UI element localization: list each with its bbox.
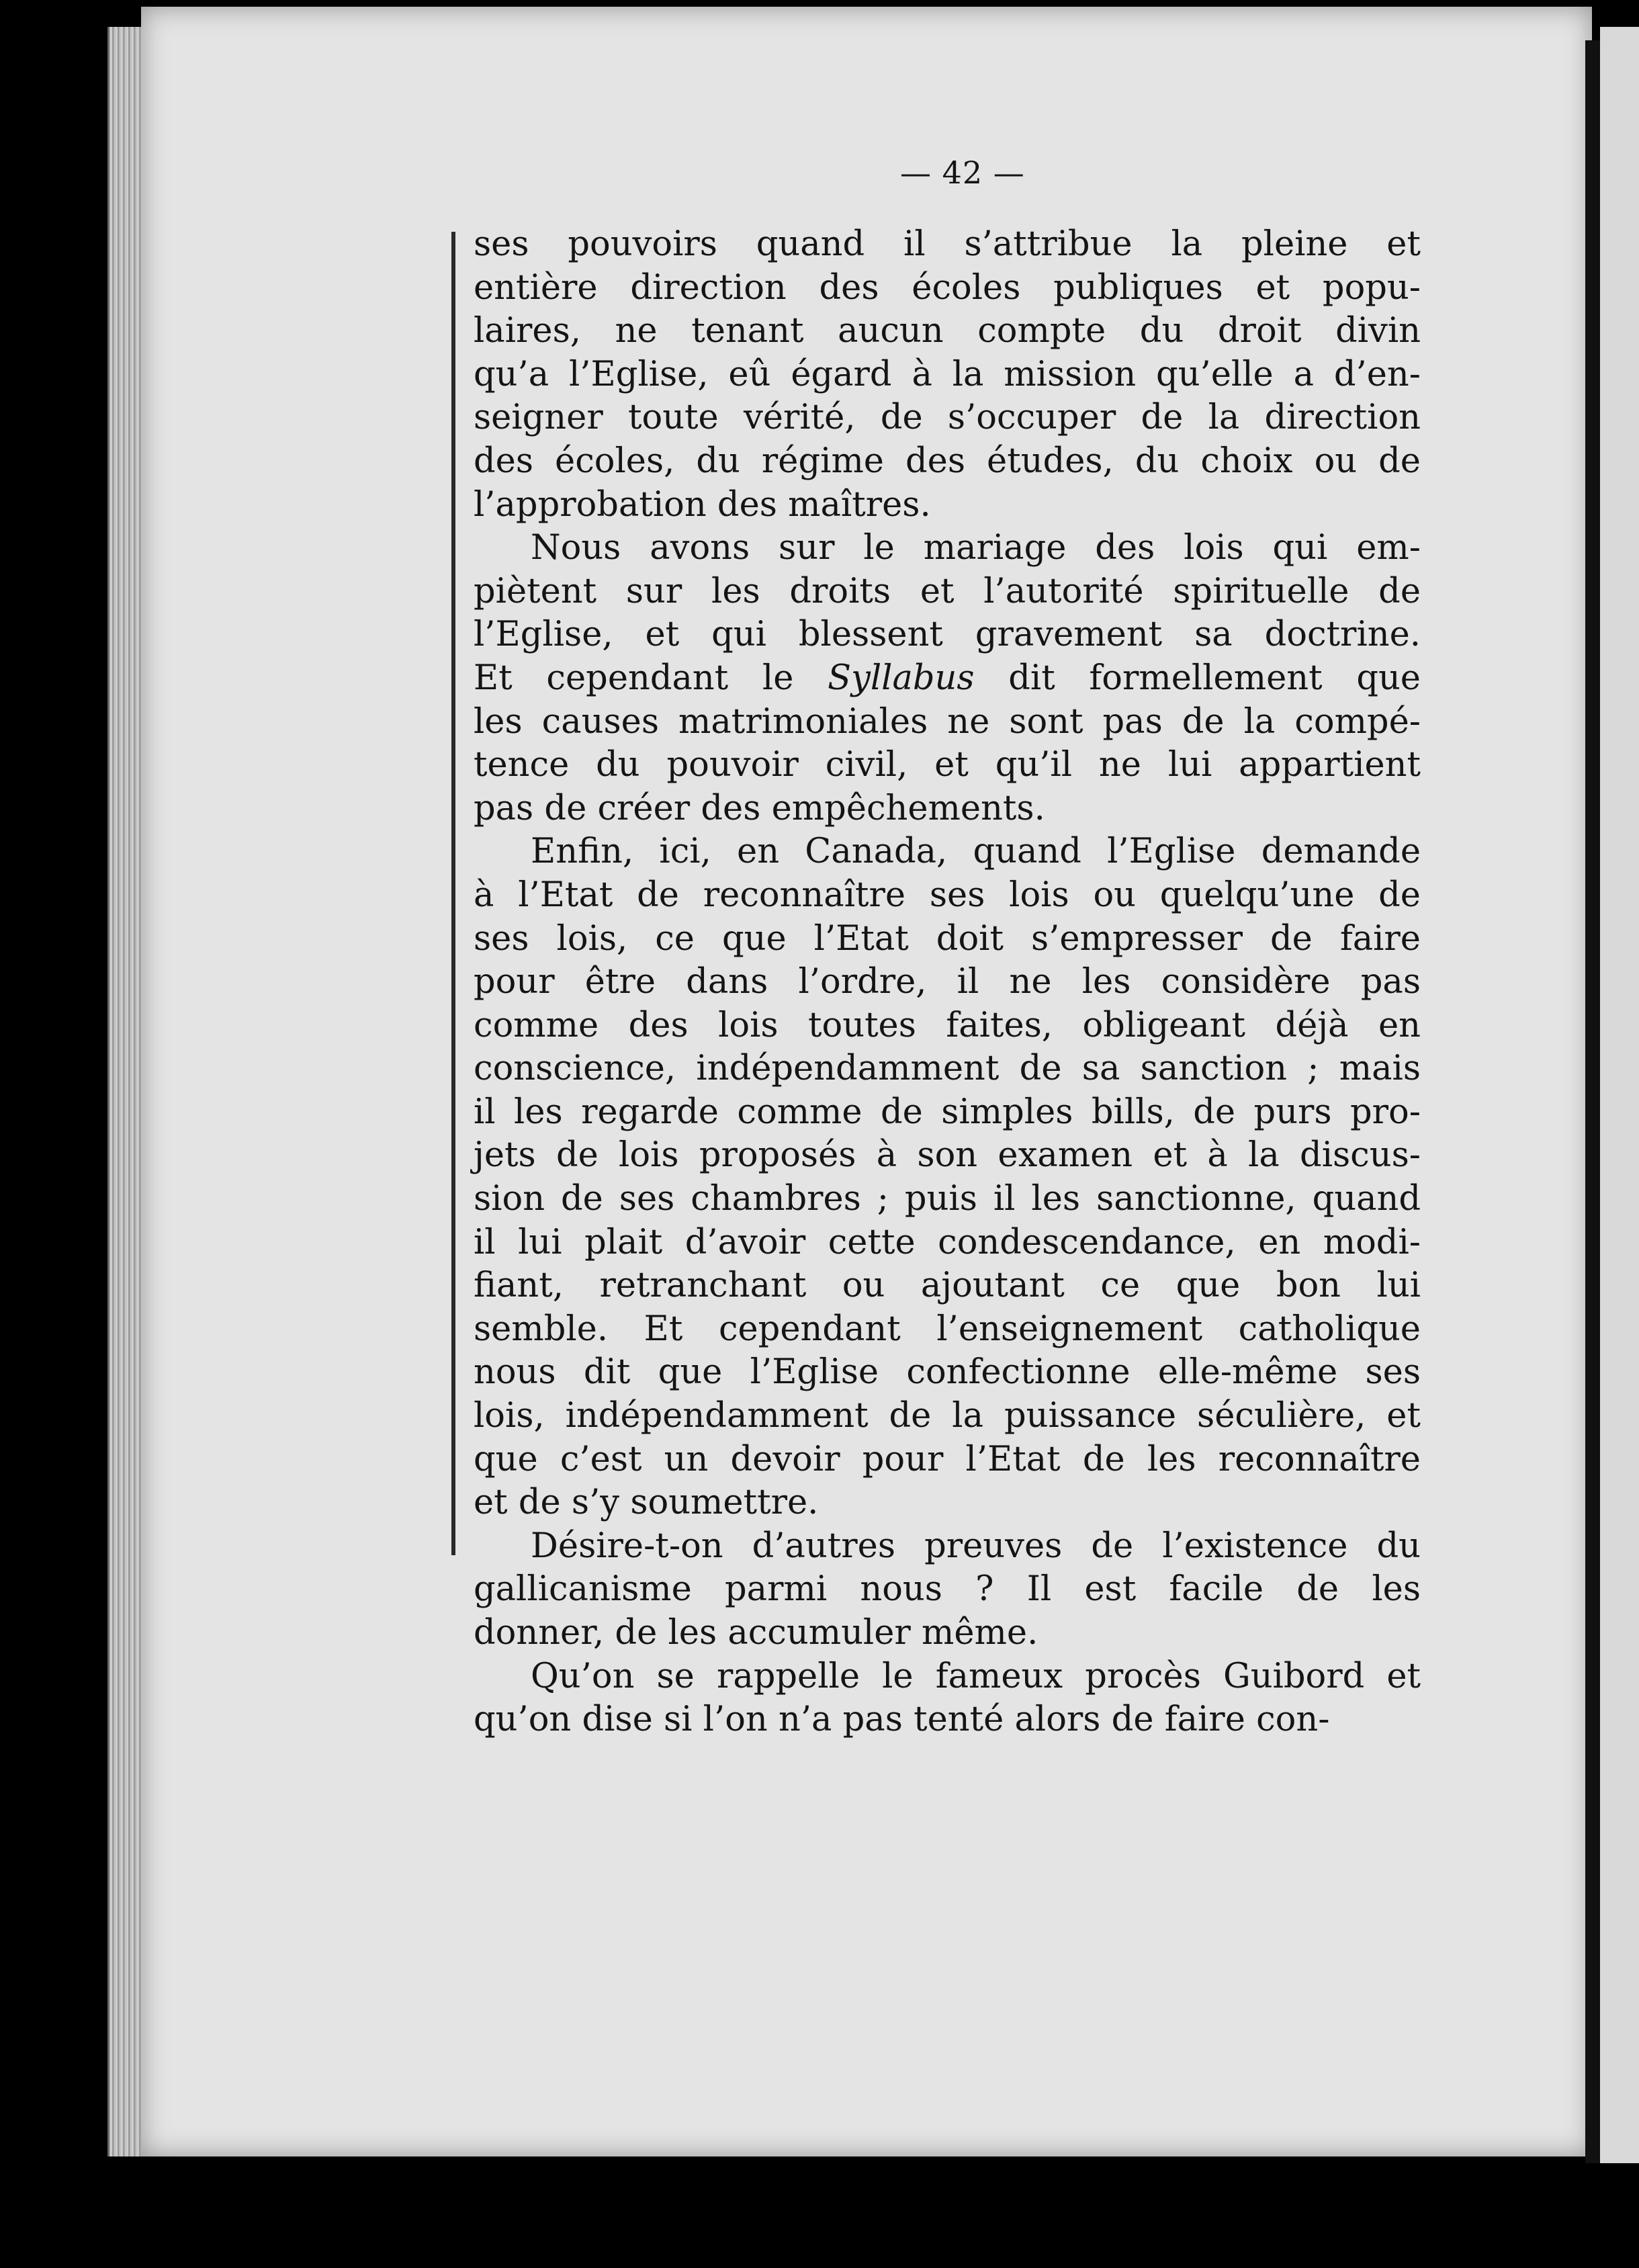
paragraph [474,527,1421,830]
text-line: seigner toute vérité, de s’occuper de la direction [474,398,1421,438]
text-line: laires, ne tenant aucun compte du droit divin [474,311,1421,351]
text-line: pour être dans l’ordre, il ne les considère pas [474,962,1421,1002]
text-line: Qu’on se rappelle le fameux procès Guibord et [531,1656,1421,1696]
text-line: il lui plait d’avoir cette condescendance, en modi- [474,1222,1421,1262]
text-line: l’approbation des maîtres. [474,484,931,525]
text-line: et de s’y soumettre. [474,1483,819,1523]
text-line: lois, indépendamment de la puissance séculière, et [474,1396,1421,1436]
text-line: Enfin, ici, en Canada, quand l’Eglise demande [531,832,1421,872]
text-line: fiant, retranchant ou ajoutant ce que bon lui [474,1266,1421,1306]
text-line: les causes matrimoniales ne sont pas de la compé- [474,701,1421,742]
text-line: Désire-t-on d’autres preuves de l’existence du [531,1526,1421,1566]
page-number: — 42 — [900,155,1025,191]
book-gutter [1585,40,1600,2163]
paragraph [474,1655,1421,1742]
text-line: pas de créer des empêchements. [474,788,1045,828]
body-text [474,223,1421,1742]
paragraph [474,1525,1421,1655]
text-line: il les regarde comme de simples bills, de purs pro- [474,1092,1421,1132]
text-line: piètent sur les droits et l’autorité spirituelle de [474,571,1421,611]
margin-rule [451,232,455,1555]
text-line: tence du pouvoir civil, et qu’il ne lui appartient [474,745,1421,785]
text-line: des écoles, du régime des études, du choix ou de [474,441,1421,481]
text-line: ses lois, ce que l’Etat doit s’empresser de faire [474,918,1421,959]
text-line: gallicanisme parmi nous ? Il est facile de les [474,1569,1421,1610]
text-line: donner, de les accumuler même. [474,1613,1038,1653]
text-line: semble. Et cependant l’enseignement catholique [474,1309,1421,1349]
text-line: qu’on dise si l’on n’a pas tenté alors de faire con- [474,1700,1330,1740]
text-line: entière direction des écoles publiques et popu- [474,267,1421,308]
text-line: conscience, indépendamment de sa sanction ; mais [474,1049,1421,1089]
text-line: Nous avons sur le mariage des lois qui em- [531,528,1421,568]
text-line: ses pouvoirs quand il s’attribue la pleine et [474,224,1421,264]
text-line: que c’est un devoir pour l’Etat de les reconnaître [474,1439,1421,1479]
text-line: Et cependant le Syllabus dit formellement que [474,658,1421,698]
text-line: qu’a l’Eglise, eû égard à la mission qu’elle a d’en- [474,354,1421,394]
text-line: à l’Etat de reconnaître ses lois ou quelqu’une de [474,875,1421,915]
text-line: sion de ses chambres ; puis il les sanctionne, quand [474,1179,1421,1219]
paragraph [474,830,1421,1525]
text-line: nous dit que l’Eglise confectionne elle-même ses [474,1352,1421,1393]
text-line: l’Eglise, et qui blessent gravement sa doctrine. [474,615,1421,655]
paragraph [474,223,1421,527]
facing-page-edge [1600,27,1639,2163]
text-line: comme des lois toutes faites, obligeant déjà en [474,1005,1421,1045]
text-line: jets de lois proposés à son examen et à la discus- [474,1135,1421,1176]
